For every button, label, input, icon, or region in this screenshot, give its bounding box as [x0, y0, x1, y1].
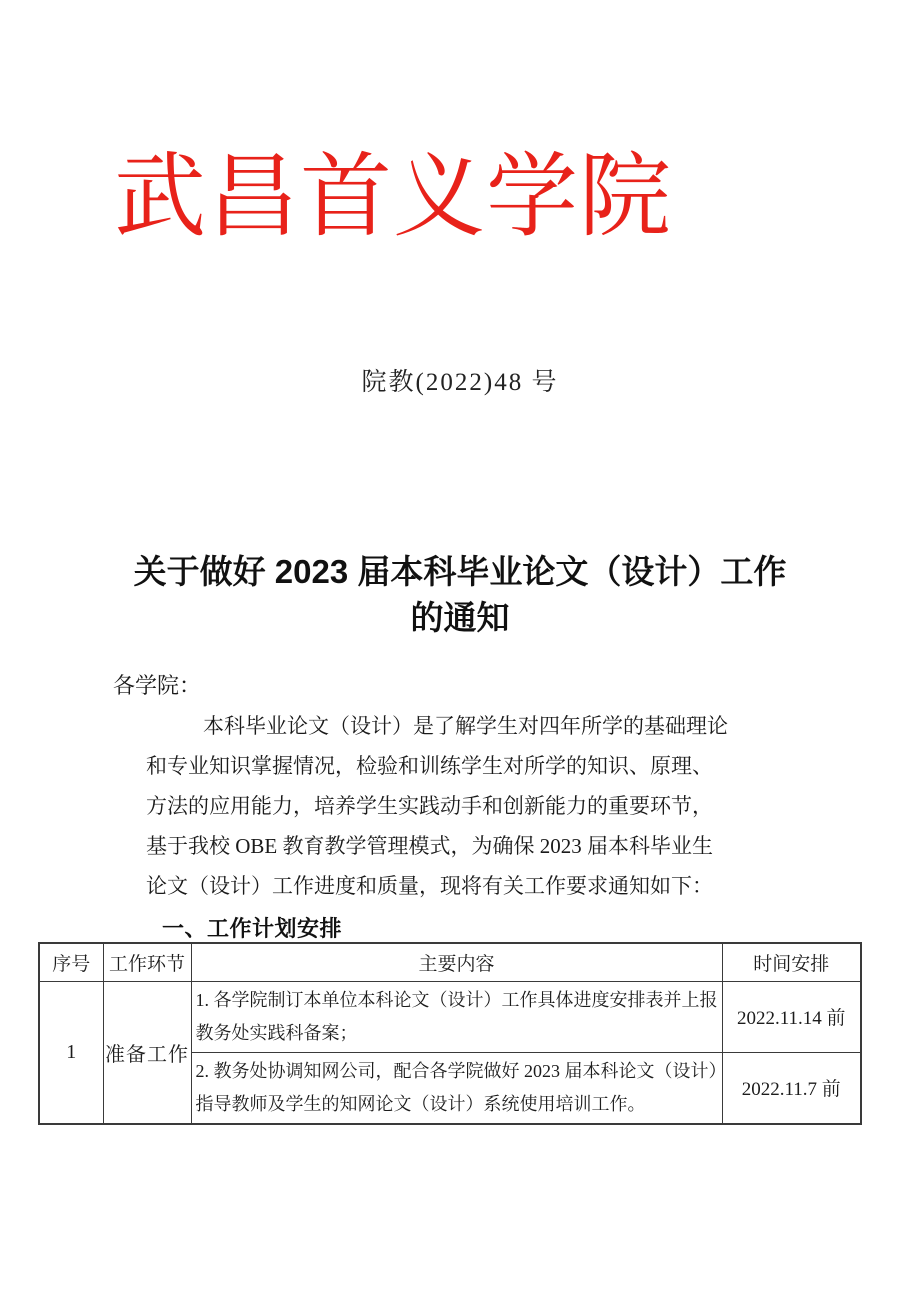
column-header-seq: 序号	[39, 943, 103, 981]
notice-title-line-2: 的通知	[410, 599, 510, 636]
body-line: 基于我校 OBE 教育教学管理模式，为确保 2023 届本科毕业生	[146, 834, 713, 858]
cell-time: 2022.11.7 前	[722, 1052, 861, 1124]
notice-title	[0, 549, 920, 641]
column-header-content: 主要内容	[191, 943, 722, 981]
body-line: 论文（设计）工作进度和质量，现将有关工作要求通知如下：	[146, 874, 713, 898]
table-row	[39, 981, 861, 1052]
body-line: 本科毕业论文（设计）是了解学生对四年所学的基础理论	[203, 714, 728, 738]
body-line: 方法的应用能力，培养学生实践动手和创新能力的重要环节，	[146, 794, 713, 818]
university-letterhead-title: 武昌首义学院	[114, 146, 673, 248]
document-number: 院教(2022)48 号	[361, 369, 559, 396]
cell-seq: 1	[39, 981, 103, 1124]
column-header-stage: 工作环节	[103, 943, 191, 981]
notice-body-paragraph	[146, 706, 746, 906]
table-header-row	[39, 943, 861, 981]
section-heading-work-plan: 一、工作计划安排	[162, 916, 343, 941]
salutation: 各学院：	[113, 673, 202, 698]
cell-content: 2. 教务处协调知网公司，配合各学院做好 2023 届本科论文（设计）指导教师及学生的知网论文（设计）系统使用培训工作。	[191, 1052, 722, 1124]
body-line: 和专业知识掌握情况，检验和训练学生对所学的知识、原理、	[146, 754, 713, 778]
column-header-time: 时间安排	[722, 943, 861, 981]
cell-time: 2022.11.14 前	[722, 981, 861, 1052]
cell-content: 1. 各学院制订本单位本科论文（设计）工作具体进度安排表并上报教务处实践科备案；	[191, 981, 722, 1052]
cell-stage: 准备工作	[103, 981, 191, 1124]
notice-title-line-1: 关于做好 2023 届本科毕业论文（设计）工作	[133, 553, 787, 590]
work-plan-table	[38, 942, 862, 1125]
